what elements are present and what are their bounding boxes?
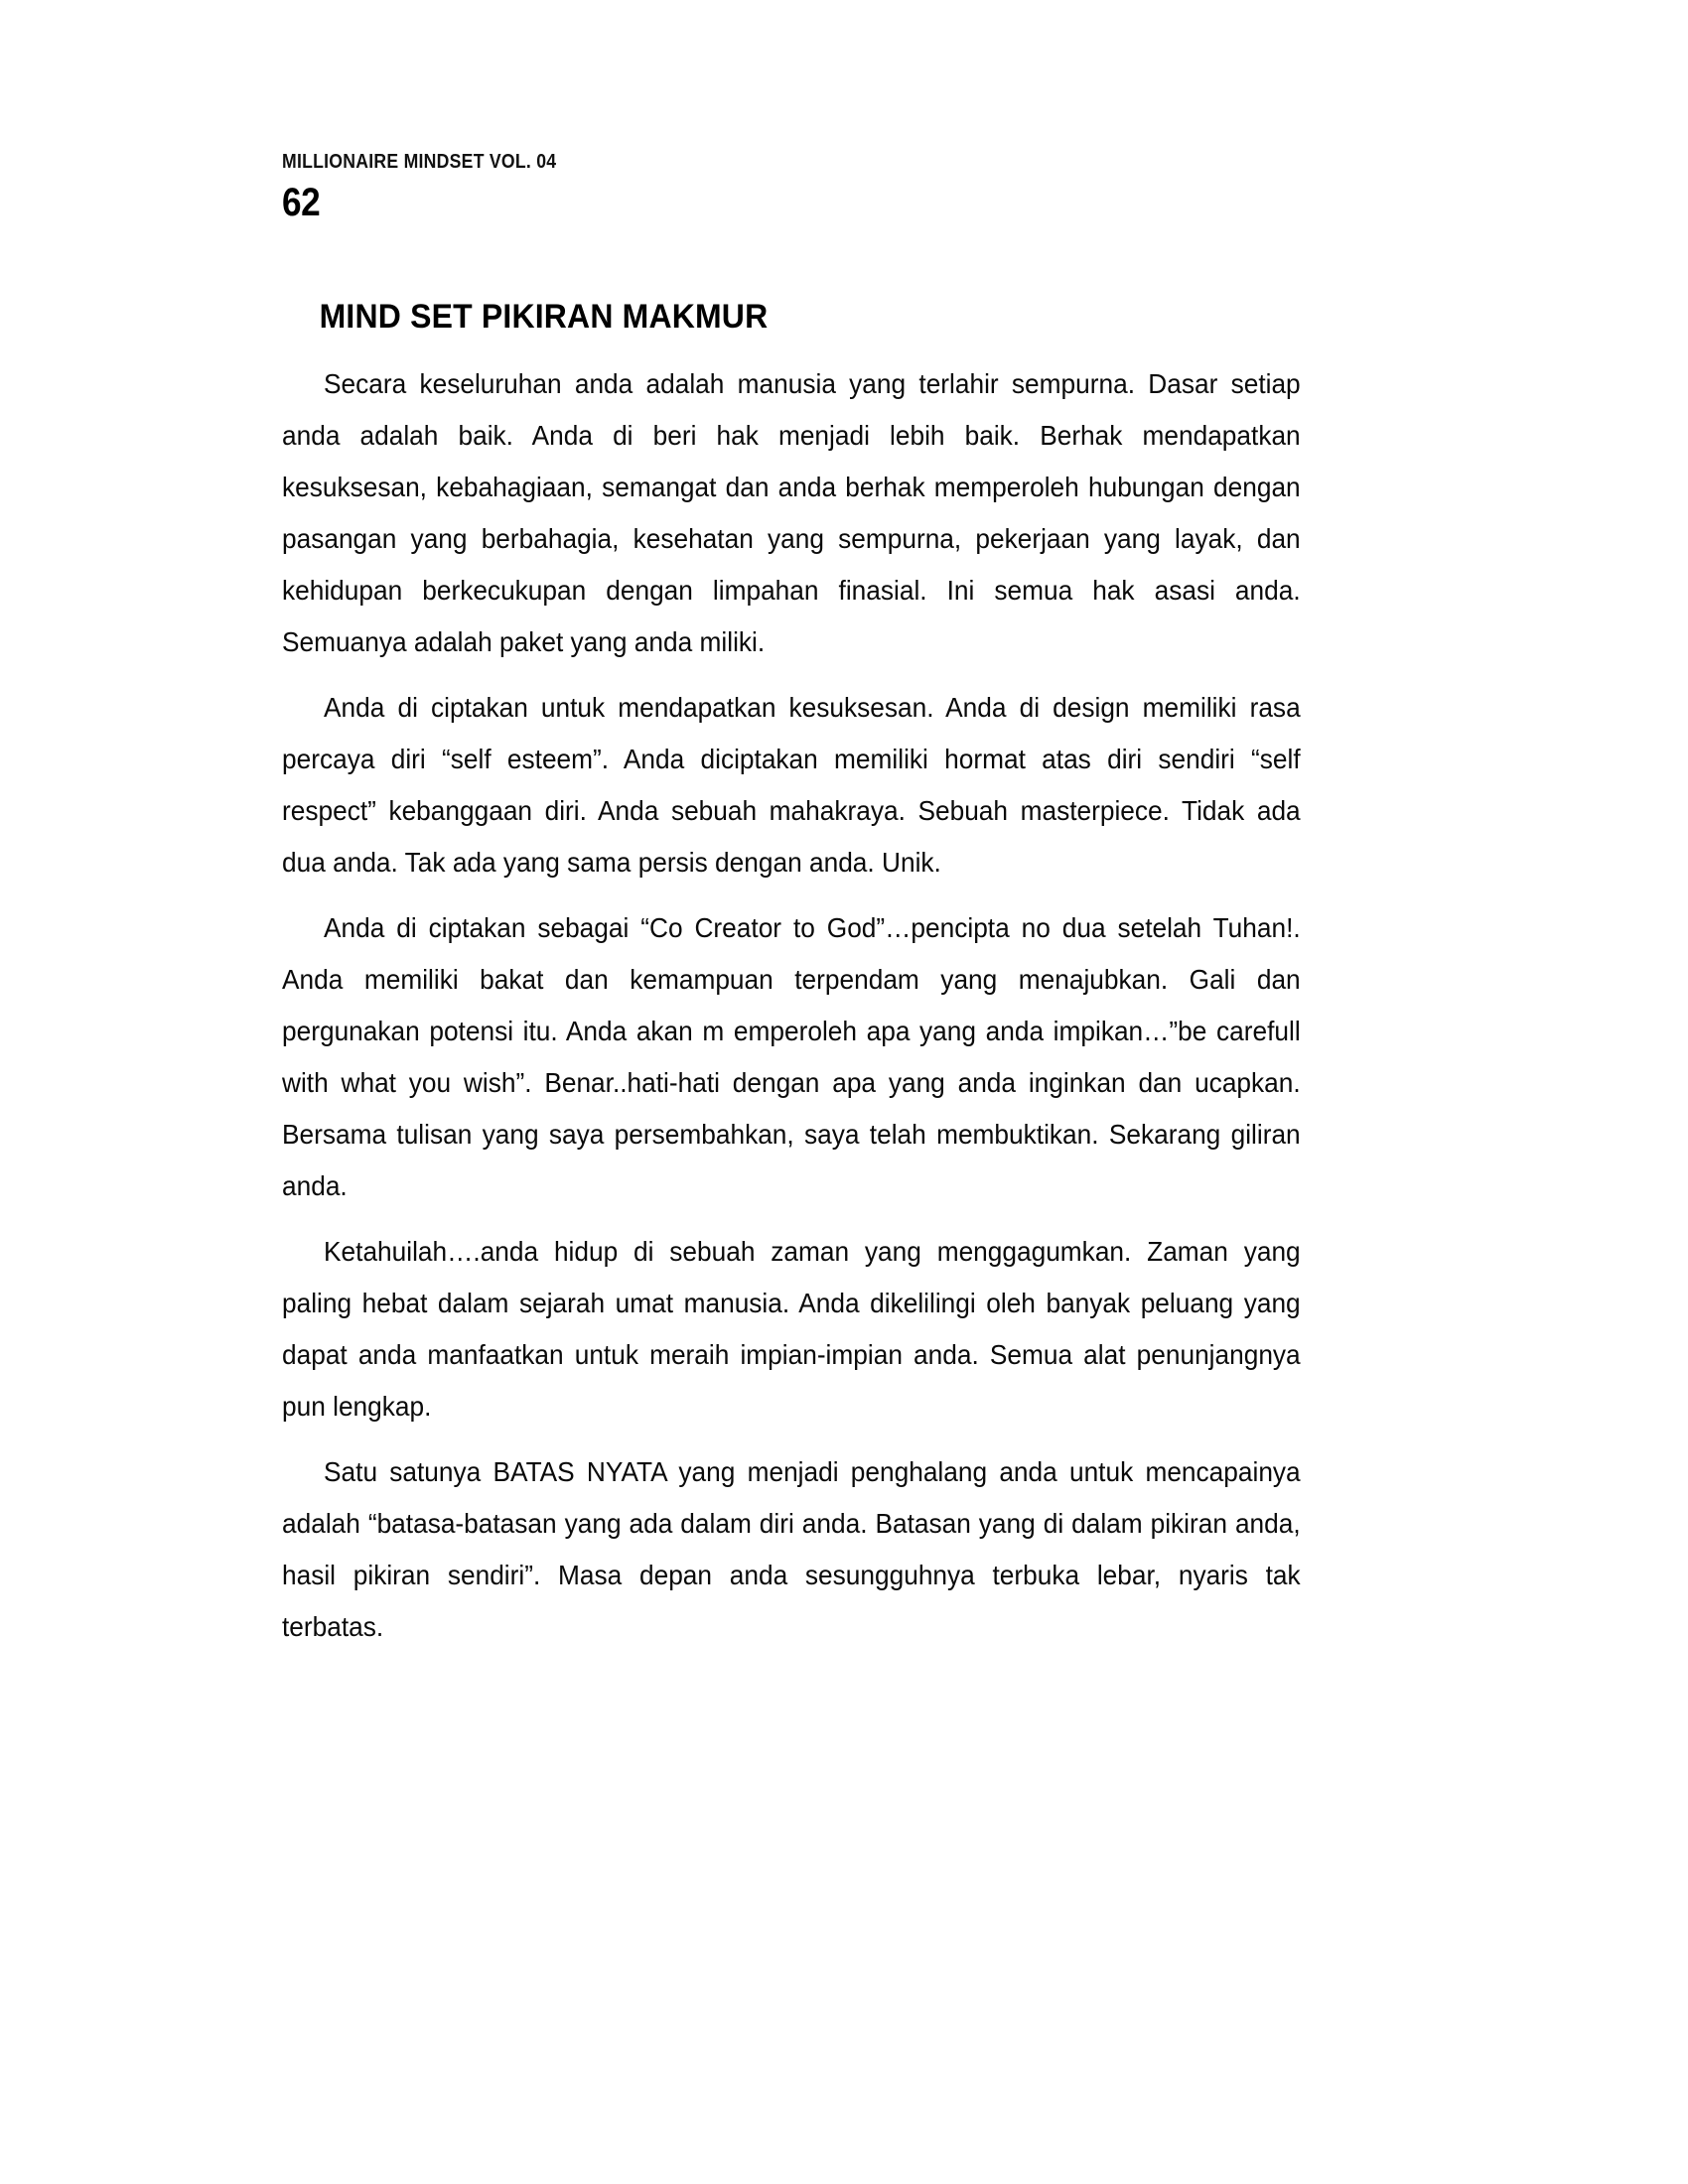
body-paragraph: Ketahuilah….anda hidup di sebuah zaman yang menggagumkan. Zaman yang paling hebat dalam sejarah umat manusia. Anda dikelilingi oleh banyak peluang yang dapat anda manfaatkan untuk meraih impian-impian anda. Semua alat penunjangnya pun lengkap. bbox=[282, 1236, 1301, 1422]
page-body bbox=[282, 298, 1348, 1653]
body-paragraph: Anda di ciptakan untuk mendapatkan kesuksesan. Anda di design memiliki rasa percaya diri “self esteem”. Anda diciptakan memiliki hormat atas diri sendiri “self respect” kebanggaan diri. Anda sebuah mahakraya. Sebuah masterpiece. Tidak ada dua anda. Tak ada yang sama persis dengan anda. Unik. bbox=[282, 692, 1301, 878]
page-number: 62 bbox=[282, 180, 321, 224]
section-heading: MIND SET PIKIRAN MAKMUR bbox=[319, 298, 769, 336]
running-head: MILLIONAIRE MINDSET VOL. 04 bbox=[282, 150, 557, 173]
body-paragraph: Anda di ciptakan sebagai “Co Creator to God”…pencipta no dua setelah Tuhan!. Anda memiliki bakat dan kemampuan terpendam yang menajubkan. Gali dan pergunakan potensi itu. Anda akan m emperoleh apa yang anda impikan…”be carefull with what you wish”. Benar..hati-hati dengan apa yang anda inginkan dan ucapkan. Bersama tulisan yang saya persembahkan, saya telah membuktikan. Sekarang giliran anda. bbox=[282, 912, 1301, 1201]
body-paragraph: Satu satunya BATAS NYATA yang menjadi penghalang anda untuk mencapainya adalah “batasa-batasan yang ada dalam diri anda. Batasan yang di dalam pikiran anda, hasil pikiran sendiri”. Masa depan anda sesungguhnya terbuka lebar, nyaris tak terbatas. bbox=[282, 1456, 1301, 1642]
body-paragraph: Secara keseluruhan anda adalah manusia yang terlahir sempurna. Dasar setiap anda adalah baik. Anda di beri hak menjadi lebih baik. Berhak mendapatkan kesuksesan, kebahagiaan, semangat dan anda berhak memperoleh hubungan dengan pasangan yang berbahagia, kesehatan yang sempurna, pekerjaan yang layak, dan kehidupan berkecukupan dengan limpahan finasial. Ini semua hak asasi anda. Semuanya adalah paket yang anda miliki. bbox=[282, 368, 1301, 657]
page-header bbox=[282, 151, 1354, 223]
